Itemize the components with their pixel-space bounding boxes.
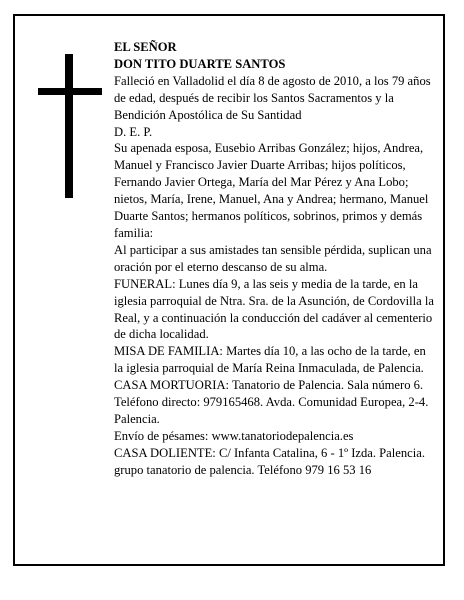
condolences-web: Envío de pésames: www.tanatoriodepalencia.es — [114, 428, 354, 443]
deceased-name: DON TITO DUARTE SANTOS — [114, 56, 286, 71]
obituary-text — [114, 39, 436, 479]
prayer-request: Al participar a sus amistades tan sensible pérdida, suplican una oración por el eterno descanso de su alma. — [114, 242, 432, 274]
death-announcement: Falleció en Valladolid el día 8 de agosto de 2010, a los 79 años de edad, después de recibir los Santos Sacramentos y la Bendición Apostólica de Su Santidad — [114, 73, 431, 122]
mortuary-info: CASA MORTUORIA: Tanatorio de Palencia. Sala número 6. Teléfono directo: 979165468. Avda. Comunidad Europea, 2-4. Palencia. — [114, 378, 429, 426]
latin-cross-icon — [38, 54, 102, 198]
cross-vertical-bar — [65, 54, 73, 198]
rip-line: D. E. P. — [114, 124, 153, 139]
family-list: Su apenada esposa, Eusebio Arribas González; hijos, Andrea, Manuel y Francisco Javier Duarte Arribas; hijos políticos, Fernando Javier Ortega, María del Mar Pérez y Ana Lobo; nietos, María, Irene, Manuel, Ana y Andrea; hermano, Manuel Duarte Santos; hermanos políticos, sobrinos, primos y demás familia: — [114, 141, 429, 240]
cross-horizontal-bar — [38, 88, 102, 95]
family-mass-info: MISA DE FAMILIA: Martes día 10, a las ocho de la tarde, en la iglesia parroquial de María Reina Inmaculada, de Palencia. — [114, 344, 426, 376]
funeral-home-contact: grupo tanatorio de palencia. Teléfono 979 16 53 16 — [114, 462, 372, 477]
funeral-info: FUNERAL: Lunes día 9, a las seis y media de la tarde, en la iglesia parroquial de Ntra. Sra. de la Asunción, de Cordovilla la Real, y a continuación la conducción del cadáver al cementerio de dicha localidad. — [114, 276, 435, 342]
obituary-title: EL SEÑOR — [114, 40, 177, 54]
mourning-house-info: CASA DOLIENTE: C/ Infanta Catalina, 6 - 1º Izda. Palencia. — [114, 445, 425, 460]
